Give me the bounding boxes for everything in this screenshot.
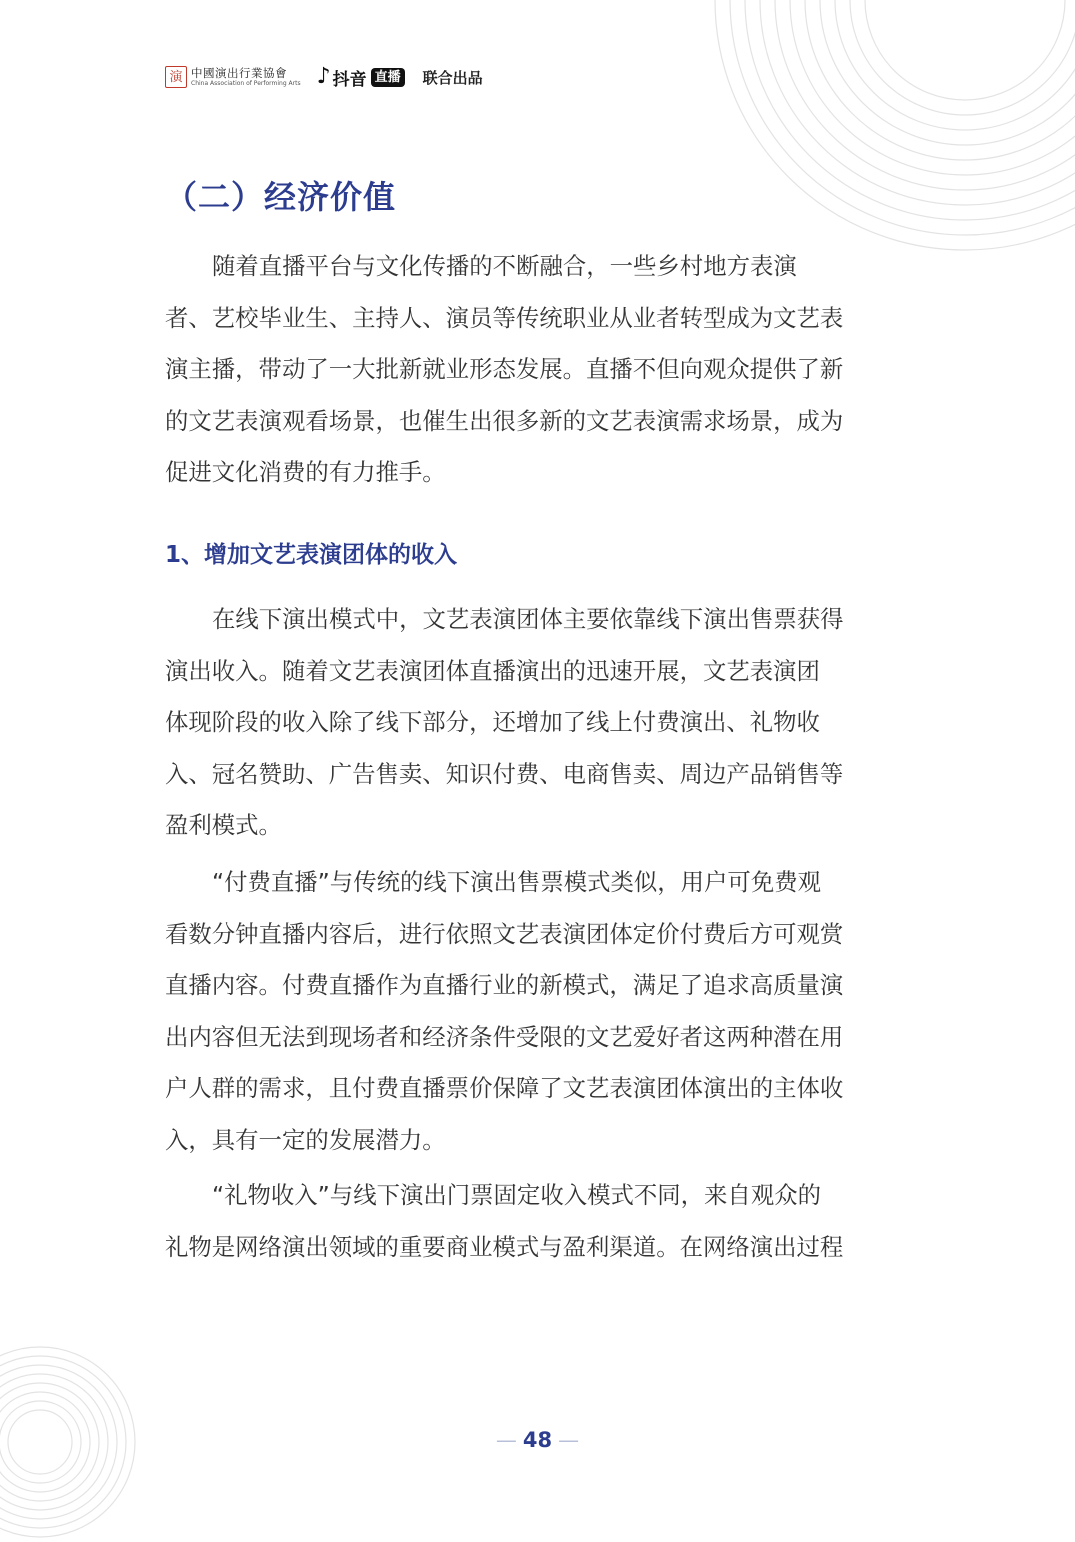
paragraph-line: 者、艺校毕业生、主持人、演员等传统职业从业者转型成为文艺表 (165, 303, 844, 332)
intro-paragraph (165, 241, 910, 499)
paragraph-line: 演主播，带动了一大批新就业形态发展。直播不但向观众提供了新 (165, 355, 844, 383)
association-logo-text (191, 66, 301, 88)
paragraph-line: 直播内容。付费直播作为直播行业的新模式，满足了追求高质量演 (165, 971, 844, 999)
douyin-note-icon: ♪ (316, 64, 331, 89)
association-name-en: China Association of Performing Arts (191, 80, 301, 87)
body-paragraph-gift-income (165, 1170, 910, 1273)
paragraph-line: 出内容但无法到现场者和经济条件受限的文艺爱好者这两种潜在用 (165, 1022, 844, 1051)
page-number-value: 48 (522, 1428, 553, 1452)
joint-production-text: 联合出品 (422, 68, 483, 87)
paragraph-line: 入，具有一定的发展潜力。 (165, 1125, 446, 1154)
page-header (165, 62, 483, 92)
platform-name: 抖音 (332, 69, 367, 90)
subsection-title: 1、增加文艺表演团体的收入 (165, 542, 458, 568)
paragraph-line: 看数分钟直播内容后，进行依照文艺表演团体定价付费后方可观赏 (165, 919, 844, 948)
body-paragraph-offline-income (165, 594, 910, 852)
body-paragraph-paid-live (165, 857, 910, 1166)
paragraph-line: 随着直播平台与文化传播的不断融合，一些乡村地方表演 (212, 252, 797, 280)
paragraph-line: 促进文化消费的有力推手。 (165, 458, 446, 486)
association-seal-logo: 演 (165, 66, 187, 88)
paragraph-line: 盈利模式。 (165, 811, 282, 839)
paragraph-line: 入、冠名赞助、广告售卖、知识付费、电商售卖、周边产品销售等 (165, 759, 844, 788)
page-number-dash-right: — (558, 1428, 580, 1452)
section-title: （二）经济价值 (165, 178, 397, 216)
paragraph-line: 在线下演出模式中，文艺表演团体主要依靠线下演出售票获得 (212, 605, 844, 633)
live-badge: 直播 (371, 68, 405, 87)
paragraph-line: 体现阶段的收入除了线下部分，还增加了线上付费演出、礼物收 (165, 708, 820, 736)
page-number-dash-left: — (495, 1428, 517, 1452)
decorative-rings-top-right (705, 0, 1075, 260)
page-number (0, 1428, 1075, 1452)
association-name-cn: 中國演出行業協會 (191, 66, 287, 80)
paragraph-line: 户人群的需求，且付费直播票价保障了文艺表演团体演出的主体收 (165, 1074, 844, 1102)
paragraph-line: 演出收入。随着文艺表演团体直播演出的迅速开展，文艺表演团 (165, 656, 820, 685)
paragraph-line: “礼物收入”与线下演出门票固定收入模式不同，来自观众的 (212, 1181, 821, 1209)
paragraph-line: 礼物是网络演出领域的重要商业模式与盈利渠道。在网络演出过程 (165, 1232, 844, 1261)
paragraph-line: “付费直播”与传统的线下演出售票模式类似，用户可免费观 (212, 868, 821, 896)
paragraph-line: 的文艺表演观看场景，也催生出很多新的文艺表演需求场景，成为 (165, 406, 844, 435)
douyin-live-logo (317, 65, 405, 90)
